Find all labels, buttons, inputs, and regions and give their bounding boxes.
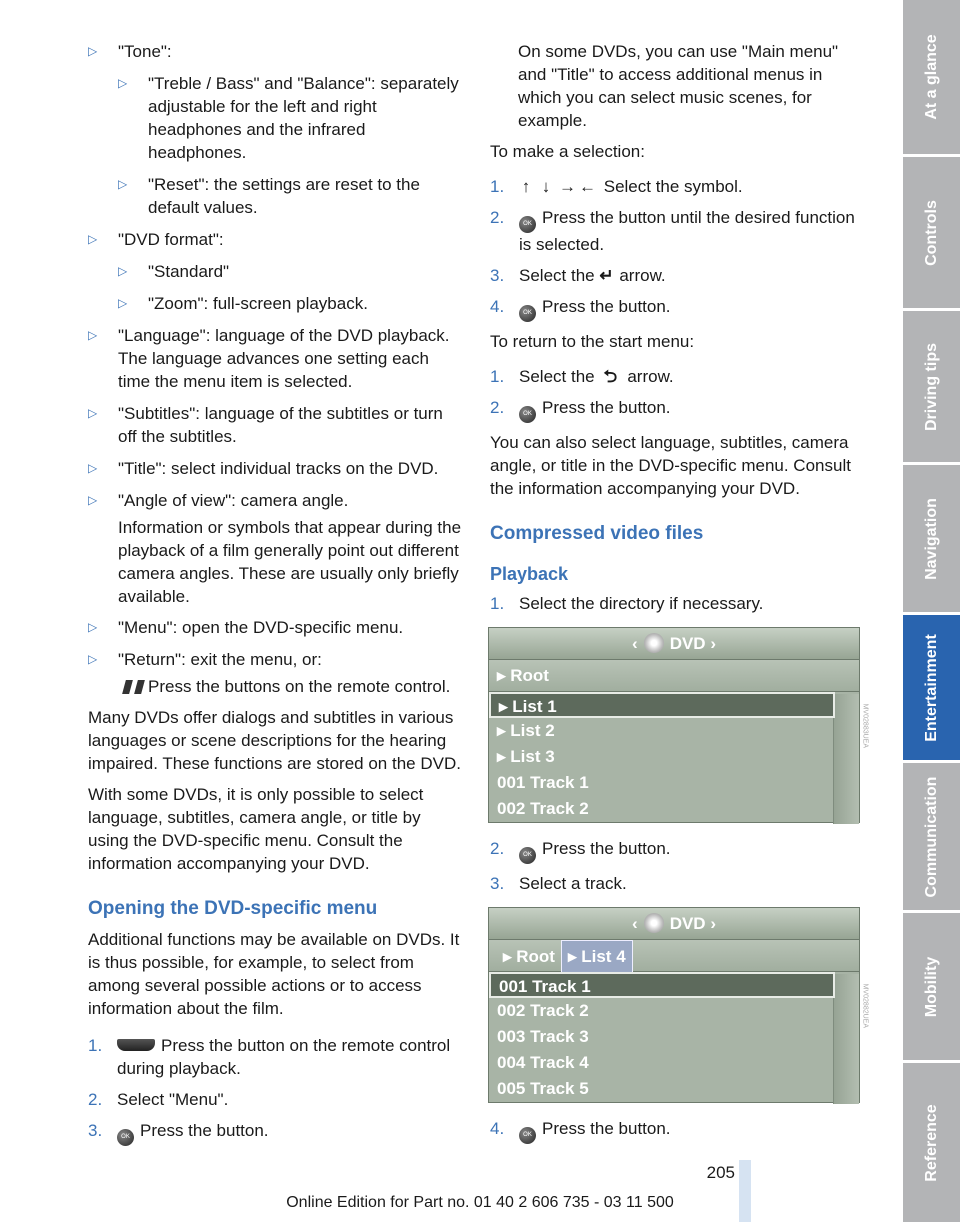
bullet-triangle-icon: ▷: [88, 328, 98, 342]
paragraph: To make a selection:: [490, 142, 645, 161]
list-item: ▷ "Title": select individual tracks on the DVD.: [88, 459, 439, 478]
list-item: ▷ "Menu": open the DVD-specific menu.: [88, 618, 404, 637]
section-heading: Opening the DVD-specific menu: [88, 898, 378, 919]
screen-row[interactable]: 002 Track 2: [497, 1001, 589, 1020]
left-column: [88, 40, 464, 1154]
angle-info: Information or symbols that appear during the playback of a film generally point out different camera angles. These are usually only briefly available.: [118, 518, 462, 606]
paragraph: You can also select language, subtitles, camera angle, or title in the DVD-specific menu. Consult the information accompanying your DVD.: [490, 433, 851, 498]
page-number-bar: [739, 1160, 751, 1222]
step-item: 4. OK Press the button.: [490, 295, 864, 322]
remote-menu-button-icon: [117, 1039, 155, 1051]
list-item: ▷ "Subtitles": language of the subtitles or turn off the subtitles.: [88, 404, 443, 446]
step-item: 1. Select the directory if necessary.: [490, 594, 764, 613]
ok-button-icon: OK: [519, 847, 536, 864]
tab-controls[interactable]: Controls: [903, 157, 960, 308]
remote-button-icon: [134, 680, 145, 694]
bullet-triangle-icon: ▷: [88, 461, 98, 475]
paragraph: Additional functions may be available on DVDs. It is thus possible, for example, to select from among several possible actions or to access information about the film.: [88, 930, 460, 1018]
ok-button-icon: OK: [519, 1127, 536, 1144]
screen-row[interactable]: 001 Track 1: [497, 773, 589, 792]
right-column: [490, 40, 868, 1152]
arrow-left-icon: ←: [579, 177, 596, 196]
list-item: ▷ "Reset": the settings are reset to the default values.: [118, 175, 420, 217]
paragraph: To return to the start menu:: [490, 332, 695, 351]
step-item: 3. Select a track.: [490, 874, 627, 893]
arrow-right-icon: →: [559, 177, 576, 196]
list-item: ▷ "Zoom": full-screen playback.: [118, 294, 368, 313]
footer: Online Edition for Part no. 01 40 2 606 735 - 03 11 500: [286, 1194, 674, 1211]
step-item: 3. OK Press the button.: [88, 1119, 464, 1146]
step-item: 2. OK Press the button.: [490, 396, 864, 423]
section-heading: Compressed video files: [490, 523, 704, 544]
enter-arrow-icon: ↵: [599, 266, 614, 285]
paragraph: With some DVDs, it is only possible to select language, subtitles, camera angle, or title by using the DVD-specific menu. Consult the information accompanying your DVD.: [88, 785, 424, 873]
list-item: ▷ "Standard": [118, 262, 230, 281]
tab-driving-tips[interactable]: Driving tips: [903, 311, 960, 462]
idrive-screen-directory: [488, 627, 868, 823]
path-segment[interactable]: ▸ Root: [503, 947, 555, 966]
arrow-down-icon: ↓: [541, 177, 551, 196]
disc-icon: [644, 913, 664, 933]
bullet-triangle-icon: ▷: [118, 76, 128, 90]
ok-button-icon: OK: [519, 406, 536, 423]
screen-path[interactable]: [489, 940, 859, 972]
return-buttons-text: Press the buttons on the remote control.: [88, 675, 464, 698]
screen-row[interactable]: 003 Track 3: [497, 1027, 589, 1046]
screen-header: ‹ DVD ›: [489, 628, 859, 660]
step-item: 1. Select the ⮌ arrow.: [490, 367, 674, 386]
disc-icon: [644, 633, 664, 653]
remote-button-icon: [122, 680, 133, 694]
paragraph: Many DVDs offer dialogs and subtitles in various languages or scene descriptions for the hearing impaired. These functions are stored on the DVD.: [88, 708, 461, 773]
figure-code: MV02882UEA: [861, 983, 868, 1028]
tab-entertainment[interactable]: Entertainment: [903, 615, 960, 760]
bullet-triangle-icon: ▷: [88, 493, 98, 507]
list-item: ▷ "Return": exit the menu, or:: [88, 650, 322, 669]
screen-row[interactable]: ▸ List 2: [497, 721, 555, 740]
step-item: 2. OK Press the button.: [490, 837, 864, 864]
bullet-triangle-icon: ▷: [88, 232, 98, 246]
bullet-triangle-icon: ▷: [118, 264, 128, 278]
chapter-tabs: [900, 0, 960, 1222]
tab-mobility[interactable]: Mobility: [903, 913, 960, 1060]
bullet-triangle-icon: ▷: [118, 296, 128, 310]
list-item: ▷ "Treble / Bass" and "Balance": separately adjustable for the left and right headphones and the infrared headphones.: [118, 74, 459, 162]
paragraph: On some DVDs, you can use "Main menu" and "Title" to access additional menus in which you can select music scenes, for example.: [518, 42, 839, 130]
ok-button-icon: OK: [519, 216, 536, 233]
list-item: ▷ "Angle of view": camera angle.: [88, 491, 349, 510]
screen-row[interactable]: ▸ List 3: [497, 747, 555, 766]
ok-button-icon: OK: [117, 1129, 134, 1146]
subsection-heading: Playback: [490, 564, 569, 584]
bullet-triangle-icon: ▷: [88, 652, 98, 666]
step-item: 1. ↑ ↓ → ← Select the symbol.: [490, 177, 743, 196]
bullet-triangle-icon: ▷: [88, 620, 98, 634]
return-arrow-icon: ⮌: [603, 367, 618, 386]
screen-row[interactable]: 005 Track 5: [497, 1079, 589, 1098]
figure-code: MV02883UEA: [861, 703, 868, 748]
tab-reference[interactable]: Reference: [903, 1063, 960, 1222]
idrive-screen-tracks: [488, 907, 868, 1103]
tab-at-a-glance[interactable]: At a glance: [903, 0, 960, 154]
tab-communication[interactable]: Communication: [903, 763, 960, 910]
step-item: 1. Press the button on the remote control during playback.: [88, 1036, 451, 1078]
screen-header: ‹ DVD ›: [489, 908, 859, 940]
screen-row-selected[interactable]: 001 Track 1: [489, 972, 835, 998]
screen-row[interactable]: 004 Track 4: [497, 1053, 589, 1072]
list-item: ▷ "Tone":: [88, 42, 172, 61]
arrow-up-icon: ↑: [521, 177, 531, 196]
screen-path[interactable]: ▸ Root: [489, 660, 859, 692]
step-item: 3. Select the ↵ arrow.: [490, 266, 666, 285]
bullet-triangle-icon: ▷: [88, 44, 98, 58]
step-item: 4. OK Press the button.: [490, 1117, 864, 1144]
screen-row[interactable]: 002 Track 2: [497, 799, 589, 818]
list-item: ▷ "Language": language of the DVD playback. The language advances one setting each time the menu item is selected.: [88, 326, 450, 391]
list-item: ▷ "DVD format":: [88, 230, 224, 249]
tab-navigation[interactable]: Navigation: [903, 465, 960, 612]
page-number: 205: [706, 1163, 735, 1182]
step-item: 2. OK Press the button until the desired function is selected.: [490, 208, 855, 254]
path-segment-active[interactable]: ▸ List 4: [561, 940, 633, 974]
ok-button-icon: OK: [519, 305, 536, 322]
screen-row-selected[interactable]: ▸ List 1: [489, 692, 835, 718]
bullet-triangle-icon: ▷: [88, 406, 98, 420]
step-item: 2. Select "Menu".: [88, 1090, 229, 1109]
bullet-triangle-icon: ▷: [118, 177, 128, 191]
